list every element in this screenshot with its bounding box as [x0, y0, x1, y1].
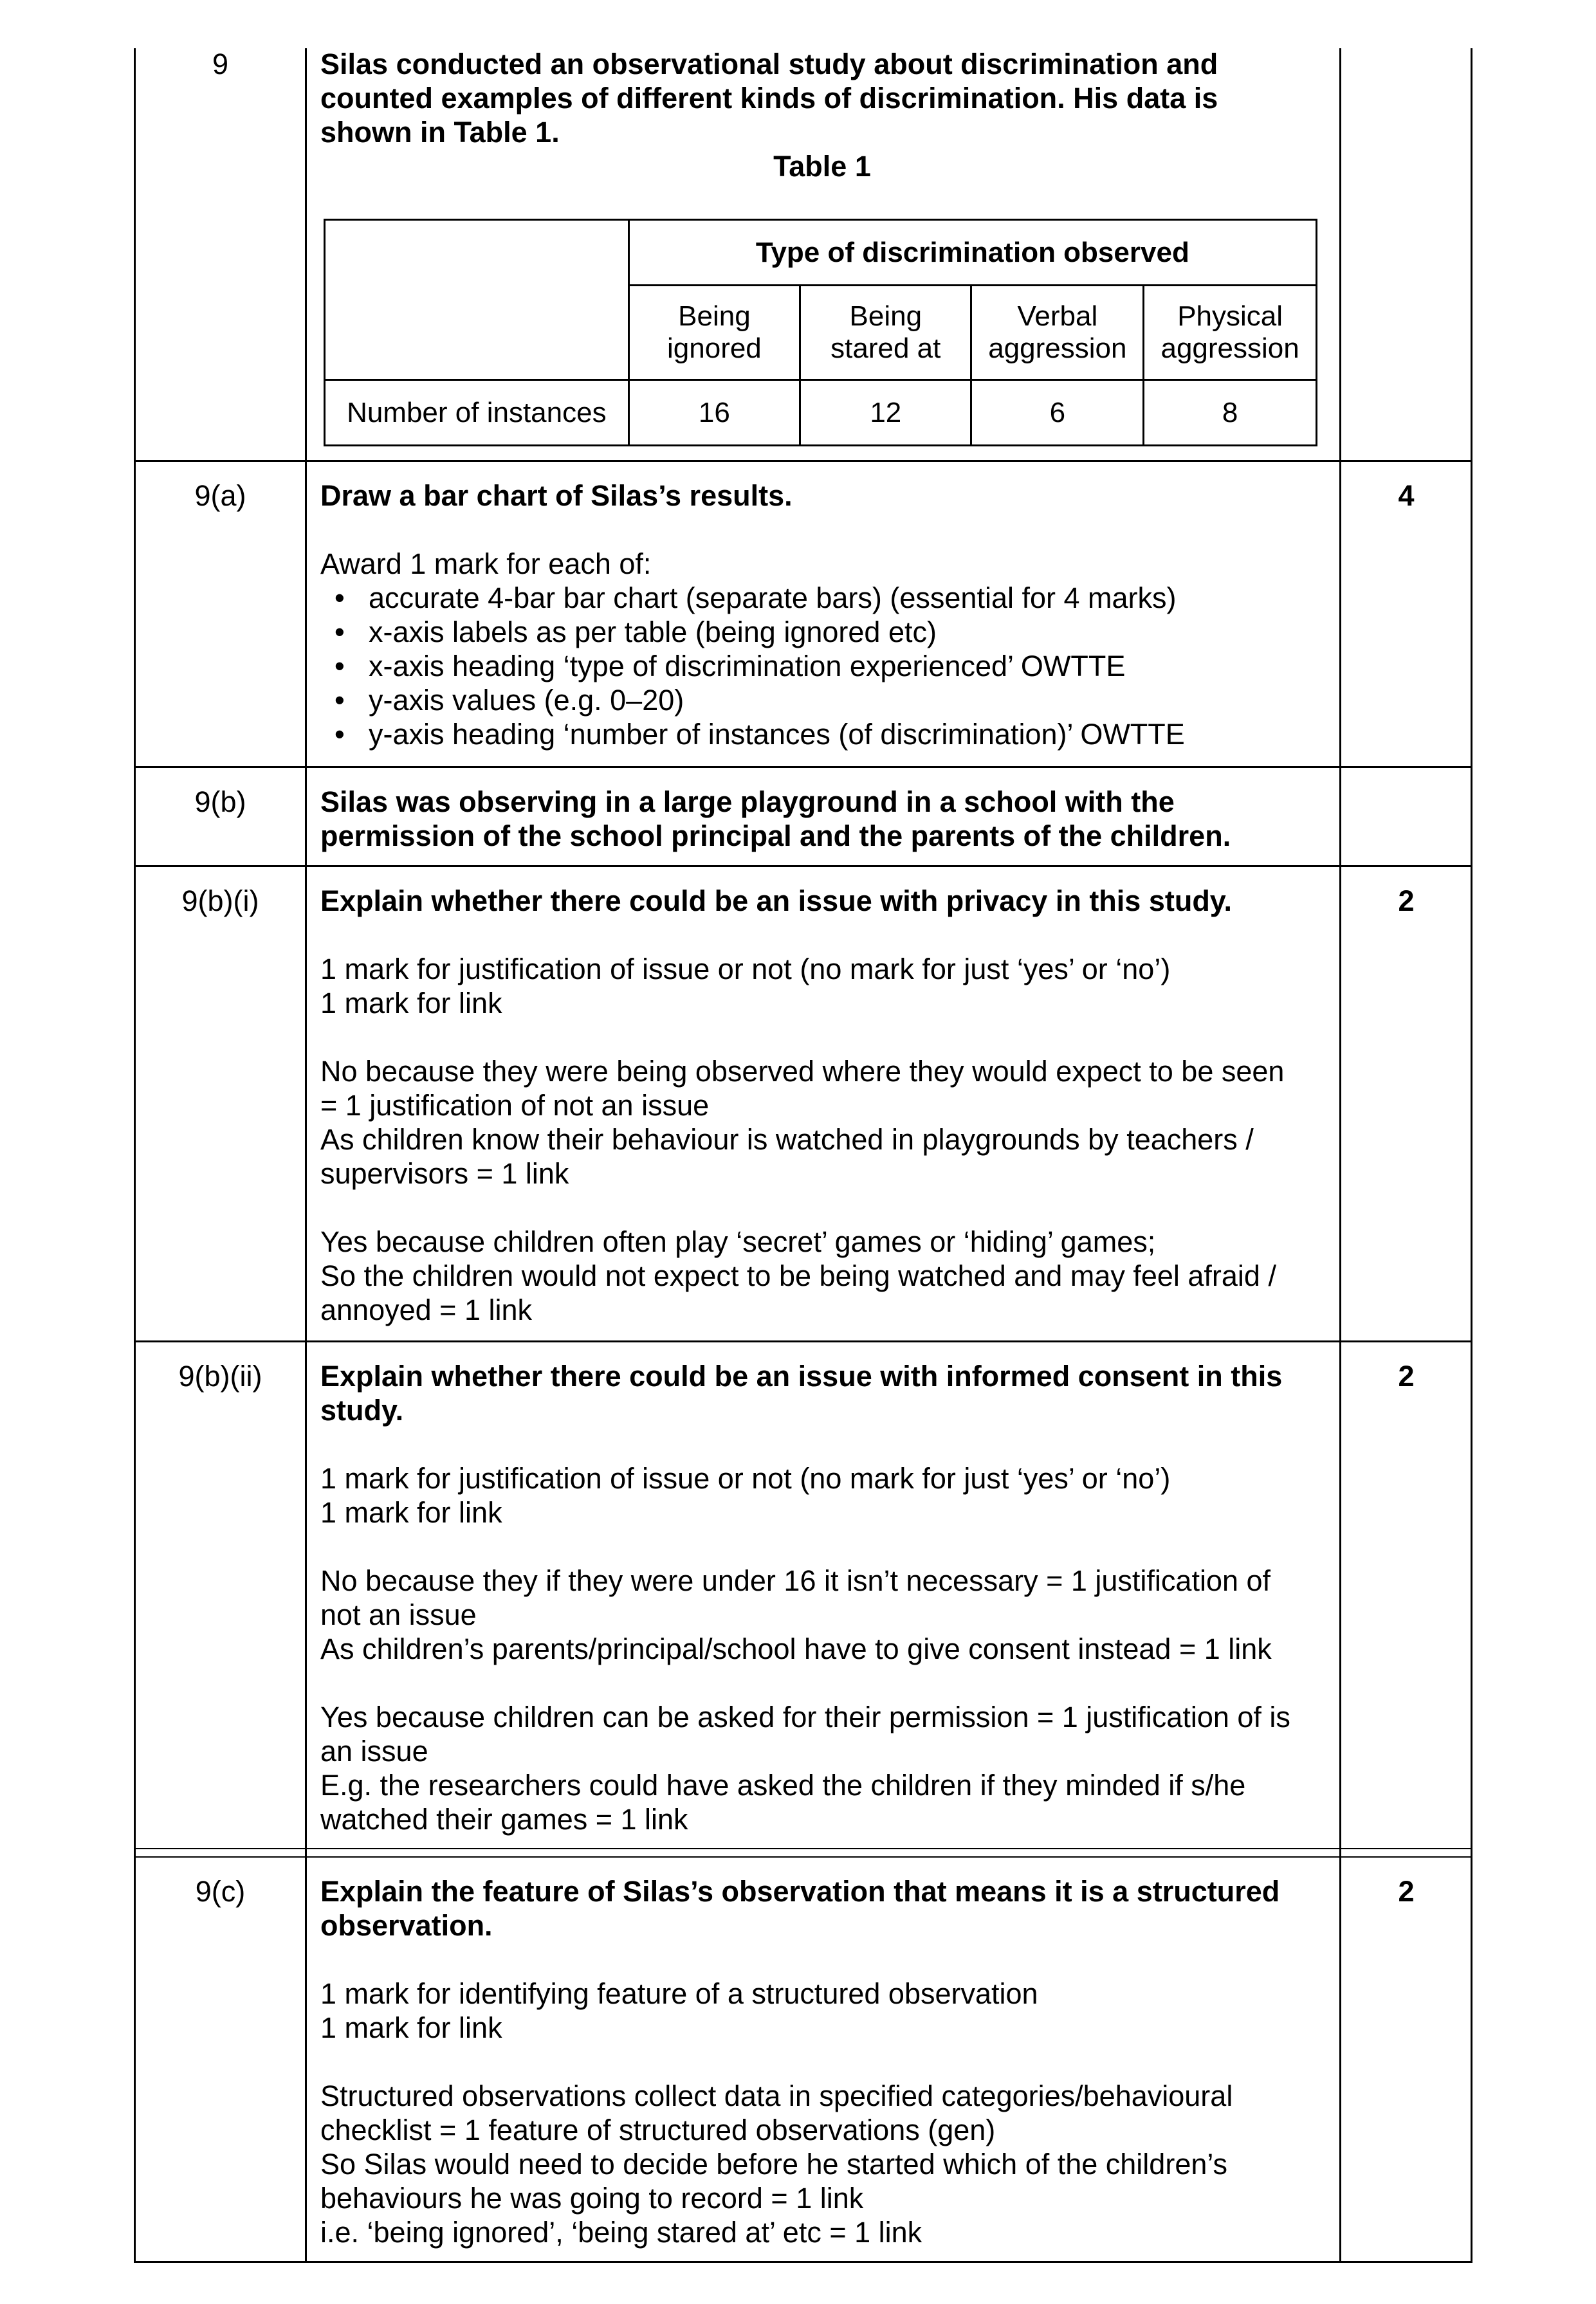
question-number: 9	[212, 48, 229, 80]
stem-line: shown in Table 1.	[320, 116, 560, 149]
question-content	[320, 479, 1324, 751]
table-cell: 12	[800, 380, 971, 446]
answer-text: So the children would not expect to be being watched and may feel afraid /	[320, 1259, 1276, 1292]
answer-text: Yes because children can be asked for their permission = 1 justification of is	[320, 1701, 1290, 1733]
list-item: • x-axis heading ‘type of discrimination experienced’ OWTTE	[320, 649, 1324, 683]
answer-text: As children know their behaviour is watched in playgrounds by teachers /	[320, 1123, 1254, 1156]
table-column-header: Being stared at	[800, 286, 971, 380]
answer-text: Yes because children often play ‘secret’ games or ‘hiding’ games;	[320, 1225, 1156, 1258]
grid-line	[1339, 48, 1341, 2263]
question-text: Explain whether there could be an issue with privacy in this study.	[320, 884, 1232, 917]
table-empty-corner	[325, 220, 629, 380]
answer-text: = 1 justification of not an issue	[320, 1089, 710, 1122]
answer-text: watched their games = 1 link	[320, 1803, 688, 1836]
guidance-text: 1 mark for justification of issue or not (no mark for just ‘yes’ or ‘no’)	[320, 953, 1171, 985]
guidance-text: 1 mark for justification of issue or not (no mark for just ‘yes’ or ‘no’)	[320, 1462, 1171, 1495]
list-item: • accurate 4-bar bar chart (separate bars) (essential for 4 marks)	[320, 581, 1324, 615]
marks-value: 2	[1398, 884, 1415, 917]
guidance-text: 1 mark for link	[320, 2011, 502, 2044]
row-divider-double	[134, 1856, 1472, 1858]
marks-value: 2	[1398, 1360, 1415, 1393]
stem-line: counted examples of different kinds of discrimination. His data is	[320, 82, 1218, 114]
question-text: Draw a bar chart of Silas’s results.	[320, 479, 793, 512]
data-table	[324, 219, 1317, 446]
row-divider	[134, 2261, 1472, 2263]
row-divider	[134, 865, 1472, 867]
table-column-header: Verbal aggression	[971, 286, 1144, 380]
question-text: observation.	[320, 1909, 493, 1942]
answer-text: i.e. ‘being ignored’, ‘being stared at’ etc = 1 link	[320, 2216, 922, 2249]
question-number: 9(b)(i)	[181, 884, 259, 917]
marks-value: 2	[1398, 1875, 1415, 1908]
grid-line	[1471, 48, 1472, 2263]
question-number: 9(a)	[194, 479, 246, 512]
stem-line: Silas conducted an observational study about discrimination and	[320, 48, 1218, 80]
list-item: • y-axis values (e.g. 0–20)	[320, 683, 1324, 717]
row-divider-double	[134, 1848, 1472, 1849]
table-group-header: Type of discrimination observed	[628, 220, 1316, 286]
question-text: Explain whether there could be an issue with informed consent in this	[320, 1360, 1283, 1393]
table-title: Table 1	[773, 150, 871, 183]
question-text: Silas was observing in a large playground in a school with the	[320, 785, 1175, 818]
table-cell: 8	[1144, 380, 1317, 446]
answer-text: an issue	[320, 1735, 428, 1768]
answer-text: not an issue	[320, 1598, 477, 1631]
table-column-header: Physical aggression	[1144, 286, 1317, 380]
question-content	[320, 884, 1324, 1327]
answer-text: No because they were being observed where they would expect to be seen	[320, 1055, 1285, 1088]
grid-line	[305, 48, 307, 2263]
guidance-text: 1 mark for identifying feature of a structured observation	[320, 1977, 1038, 2010]
table-column-header: Being ignored	[628, 286, 800, 380]
answer-text: behaviours he was going to record = 1 link	[320, 2182, 864, 2215]
question-number: 9(b)(ii)	[178, 1360, 262, 1393]
list-item: • y-axis heading ‘number of instances (of discrimination)’ OWTTE	[320, 717, 1324, 751]
question-content	[320, 1874, 1324, 2249]
table-cell: 16	[628, 380, 800, 446]
guidance-text: Award 1 mark for each of:	[320, 547, 652, 580]
question-number: 9(b)	[194, 785, 246, 818]
answer-text: As children’s parents/principal/school have to give consent instead = 1 link	[320, 1632, 1272, 1665]
question-text: permission of the school principal and the parents of the children.	[320, 819, 1231, 852]
guidance-text: 1 mark for link	[320, 1496, 502, 1529]
question-text: Explain the feature of Silas’s observation that means it is a structured	[320, 1875, 1280, 1908]
question-number: 9(c)	[195, 1875, 246, 1908]
answer-text: checklist = 1 feature of structured observations (gen)	[320, 2114, 996, 2146]
marks-value: 4	[1398, 479, 1415, 512]
answer-text: annoyed = 1 link	[320, 1294, 532, 1326]
list-item: • x-axis labels as per table (being ignored etc)	[320, 615, 1324, 649]
grid-line	[134, 48, 136, 2263]
answer-text: Structured observations collect data in specified categories/behavioural	[320, 2080, 1233, 2112]
answer-text: So Silas would need to decide before he started which of the children’s	[320, 2148, 1228, 2181]
question-text: study.	[320, 1394, 404, 1427]
row-divider	[134, 460, 1472, 462]
criteria-list	[320, 581, 1324, 751]
guidance-text: 1 mark for link	[320, 987, 502, 1019]
row-divider	[134, 766, 1472, 768]
table-cell: 6	[971, 380, 1144, 446]
answer-text: E.g. the researchers could have asked the children if they minded if s/he	[320, 1769, 1246, 1802]
answer-text: No because they if they were under 16 it isn’t necessary = 1 justification of	[320, 1564, 1271, 1597]
question-stem	[320, 47, 1324, 149]
row-divider	[134, 1340, 1472, 1342]
answer-text: supervisors = 1 link	[320, 1157, 569, 1190]
question-content	[320, 1359, 1324, 1836]
question-content	[320, 785, 1324, 853]
table-row-label: Number of instances	[325, 380, 629, 446]
